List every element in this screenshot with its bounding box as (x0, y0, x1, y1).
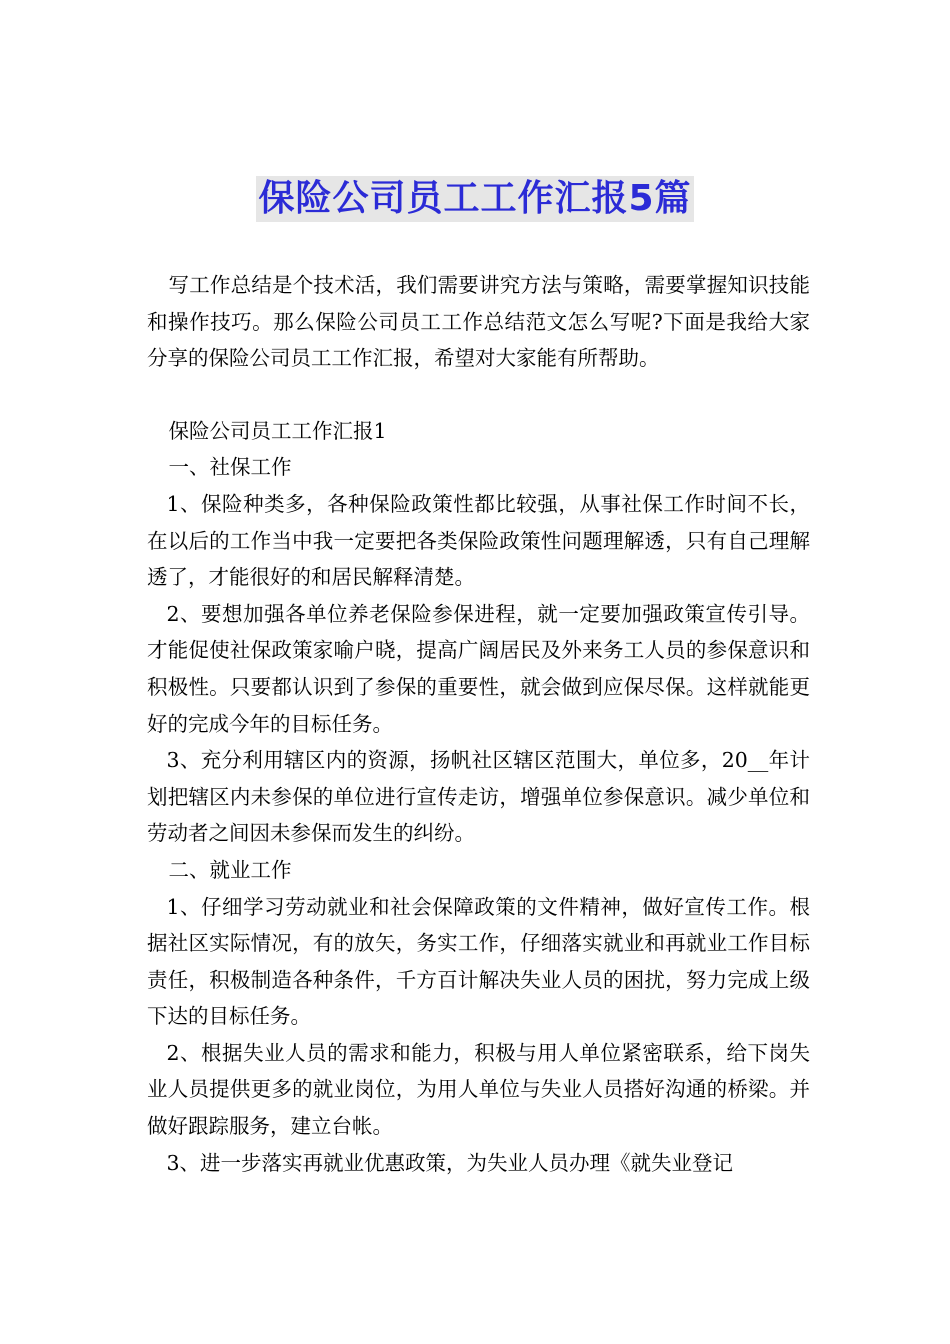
body-paragraph: 3、充分利用辖区内的资源，扬帆社区辖区范围大，单位多，20__年计划把辖区内未参保的单位进行宣传走访，增强单位参保意识。减少单位和劳动者之间因未参保而发生的纠纷。 (147, 748, 810, 846)
body-paragraph: 3、进一步落实再就业优惠政策，为失业人员办理《就失业登记 (166, 1150, 734, 1175)
subsection-heading: 二、就业工作 (168, 857, 292, 882)
document-body (147, 267, 810, 1181)
body-paragraph: 1、保险种类多，各种保险政策性都比较强，从事社保工作时间不长，在以后的工作当中我一定要把各类保险政策性问题理解透，只有自己理解透了，才能很好的和居民解释清楚。 (147, 491, 810, 590)
section-heading: 保险公司员工工作汇报1 (168, 418, 387, 443)
paragraph-gap (147, 377, 810, 413)
title-container (0, 176, 950, 222)
document-title: 保险公司员工工作汇报5篇 (256, 176, 693, 222)
body-paragraph: 2、根据失业人员的需求和能力，积极与用人单位紧密联系，给下岗失业人员提供更多的就业岗位，为用人单位与失业人员搭好沟通的桥梁。并做好跟踪服务，建立台帐。 (147, 1040, 810, 1139)
body-paragraph: 2、要想加强各单位养老保险参保进程，就一定要加强政策宣传引导。才能促使社保政策家喻户晓，提高广阔居民及外来务工人员的参保意识和积极性。只要都认识到了参保的重要性，就会做到应保尽保。这样就能更好的完成今年的目标任务。 (147, 601, 810, 736)
subsection-heading: 一、社保工作 (168, 455, 292, 480)
intro-paragraph: 写工作总结是个技术活，我们需要讲究方法与策略，需要掌握知识技能和操作技巧。那么保险公司员工工作总结范文怎么写呢?下面是我给大家分享的保险公司员工工作汇报，希望对大家能有所帮助。 (147, 273, 810, 371)
body-paragraph: 1、仔细学习劳动就业和社会保障政策的文件精神，做好宣传工作。根据社区实际情况，有的放矢，务实工作，仔细落实就业和再就业工作目标责任，积极制造各种条件，千方百计解决失业人员的困扰，努力完成上级下达的目标任务。 (147, 894, 810, 1029)
